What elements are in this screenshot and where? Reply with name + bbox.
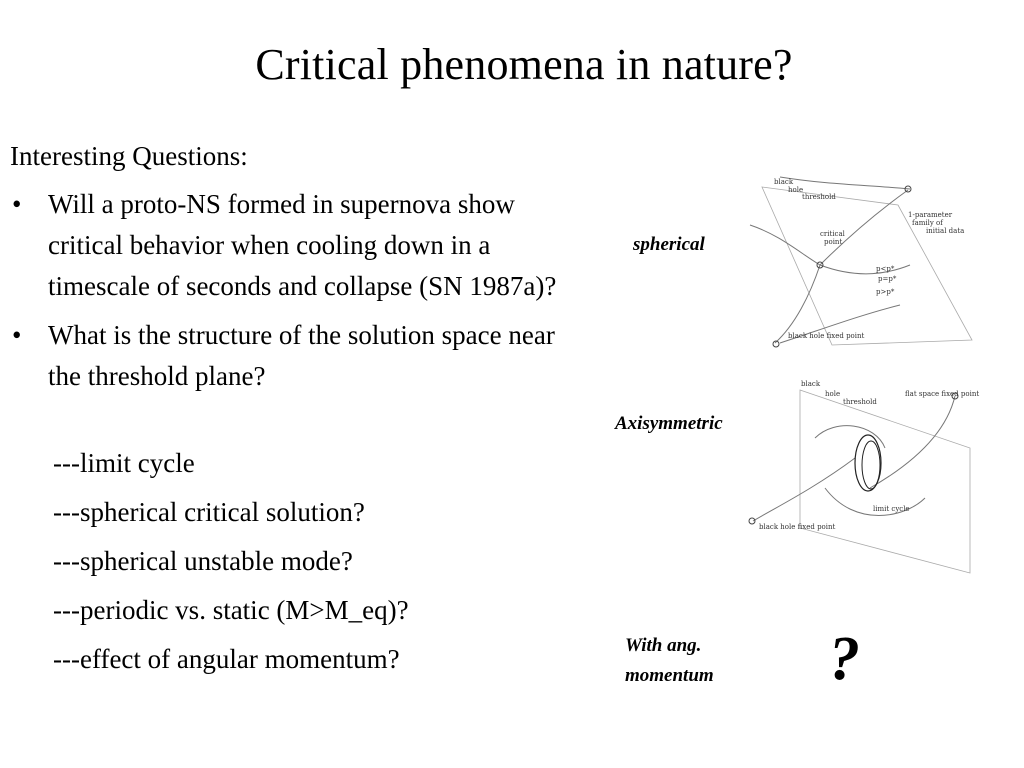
sub-item-angular-momentum: ---effect of angular momentum? (53, 644, 400, 674)
bullet-marker: • (12, 320, 22, 350)
bullet-list (10, 184, 580, 405)
sub-item-unstable-mode: ---spherical unstable mode? (53, 546, 353, 576)
sub-item-periodic-static: ---periodic vs. static (M>M_eq)? (53, 595, 409, 625)
label-axisymmetric: Axisymmetric (615, 413, 723, 434)
sub-item-limit-cycle: ---limit cycle (53, 448, 195, 478)
spherical-phase-diagram (740, 165, 975, 360)
flow-curve-left (815, 426, 885, 448)
label-angmom-line2: momentum (625, 665, 714, 686)
flow-curve-left (750, 225, 820, 265)
sph-label-bh-fixed: black hole fixed point (788, 332, 865, 340)
bh-fixed-marker (749, 518, 755, 524)
flow-curve-right (870, 396, 955, 488)
sph-label-hole: hole (788, 186, 804, 194)
page-title: Critical phenomena in nature? (255, 40, 793, 89)
bullet-item-proto-ns (10, 184, 580, 307)
sph-label-param3: initial data (926, 227, 965, 235)
threshold-plane (800, 390, 970, 573)
label-spherical: spherical (633, 234, 705, 255)
axi-label-limit-cycle: limit cycle (873, 505, 910, 513)
bullet-text: What is the structure of the solution space near the threshold plane? (48, 320, 555, 391)
sph-label-param1: 1-parameter (908, 211, 953, 219)
axi-label-hole: hole (825, 390, 841, 398)
flow-curve-up (820, 190, 908, 265)
sph-label-point: point (824, 238, 843, 246)
axi-label-black: black (801, 380, 821, 388)
axisymmetric-phase-diagram (745, 378, 980, 576)
sub-item-critical-solution: ---spherical critical solution? (53, 497, 365, 527)
question-mark: ? (829, 625, 860, 693)
sph-label-black: black (774, 178, 794, 186)
bullet-marker: • (12, 189, 22, 219)
axi-label-bh-fixed: black hole fixed point (759, 523, 836, 531)
axi-label-flat-fixed: flat space fixed point (905, 390, 980, 398)
sph-label-p-eq: p=p* (878, 275, 897, 283)
flow-curve-lower (820, 265, 910, 274)
intro-heading: Interesting Questions: (10, 141, 248, 171)
sph-label-critical: critical (820, 230, 845, 238)
sph-label-threshold: threshold (802, 193, 836, 201)
flow-curve-down (753, 458, 855, 521)
sph-label-p-greater: p>p* (876, 288, 895, 296)
limit-cycle-orbit-inner (862, 441, 880, 489)
bullet-item-solution-space (10, 315, 580, 397)
sub-item-list (53, 446, 409, 691)
bullet-text: Will a proto-NS formed in supernova show critical behavior when cooling down in a timescale of seconds and collapse (SN 1987a)? (48, 189, 557, 301)
sph-label-param2: family of (912, 219, 943, 227)
label-angmom-line1: With ang. (625, 635, 702, 656)
sph-label-p-less: p<p* (876, 265, 895, 273)
axi-label-threshold: threshold (843, 398, 877, 406)
